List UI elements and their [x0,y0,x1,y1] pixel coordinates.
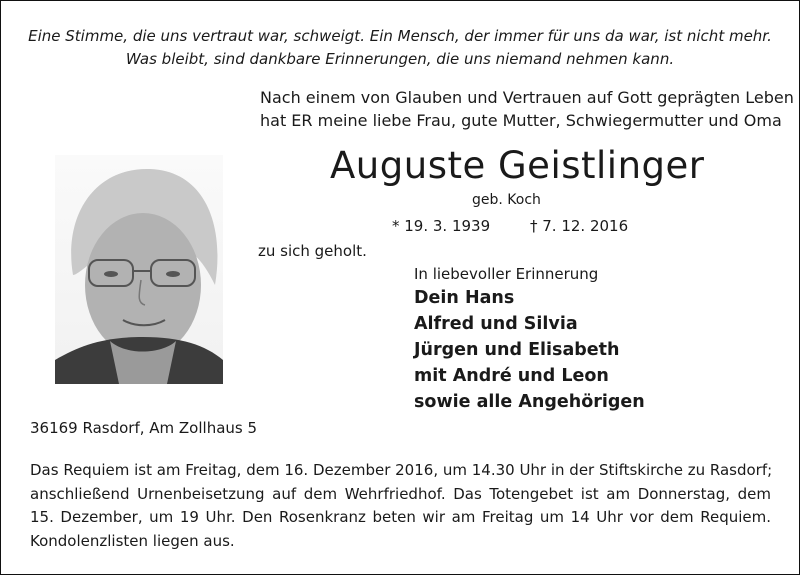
memorial-heading: In liebevoller Erinnerung [414,265,599,283]
called-home-text: zu sich geholt. [258,242,367,260]
service-line: Das Requiem ist am Freitag, dem 16. Dezember 2016, um 14.30 Uhr in der Stiftskirche zu Rasdorf; [30,461,773,479]
quote-line-1: Eine Stimme, die uns vertraut war, schweigt. Ein Mensch, der immer für uns da war, ist nicht mehr. [28,27,772,45]
birth-date: * 19. 3. 1939 [392,217,491,235]
family-line: Jürgen und Elisabeth [414,340,620,360]
intro-line-1: Nach einem von Glauben und Vertrauen auf Gott geprägten Leben [260,88,794,107]
portrait-icon [55,155,223,384]
service-line: 15. Dezember, um 19 Uhr. Den Rosenkranz beten wir am Freitag um 14 Uhr vor dem Requiem. [30,508,771,527]
birth-name: geb. Koch [472,192,541,208]
intro-line-2: hat ER meine liebe Frau, gute Mutter, Schwiegermutter und Oma [260,111,782,130]
service-line: Kondolenzlisten liegen aus. [30,531,235,550]
family-line: sowie alle Angehörigen [414,392,645,412]
family-line: Dein Hans [414,288,515,308]
death-date: † 7. 12. 2016 [530,217,629,235]
service-line: anschließend Urnenbeisetzung auf dem Wehrfriedhof. Das Totengebet ist am Donnerstag, dem [30,484,771,503]
family-line: mit André und Leon [414,366,609,386]
address: 36169 Rasdorf, Am Zollhaus 5 [30,419,258,437]
family-line: Alfred und Silvia [414,314,578,334]
deceased-name: Auguste Geistlinger [330,144,705,187]
service-details [30,459,771,553]
portrait-photo [55,155,223,384]
quote-line-2: Was bleibt, sind dankbare Erinnerungen, die uns niemand nehmen kann. [125,50,675,68]
